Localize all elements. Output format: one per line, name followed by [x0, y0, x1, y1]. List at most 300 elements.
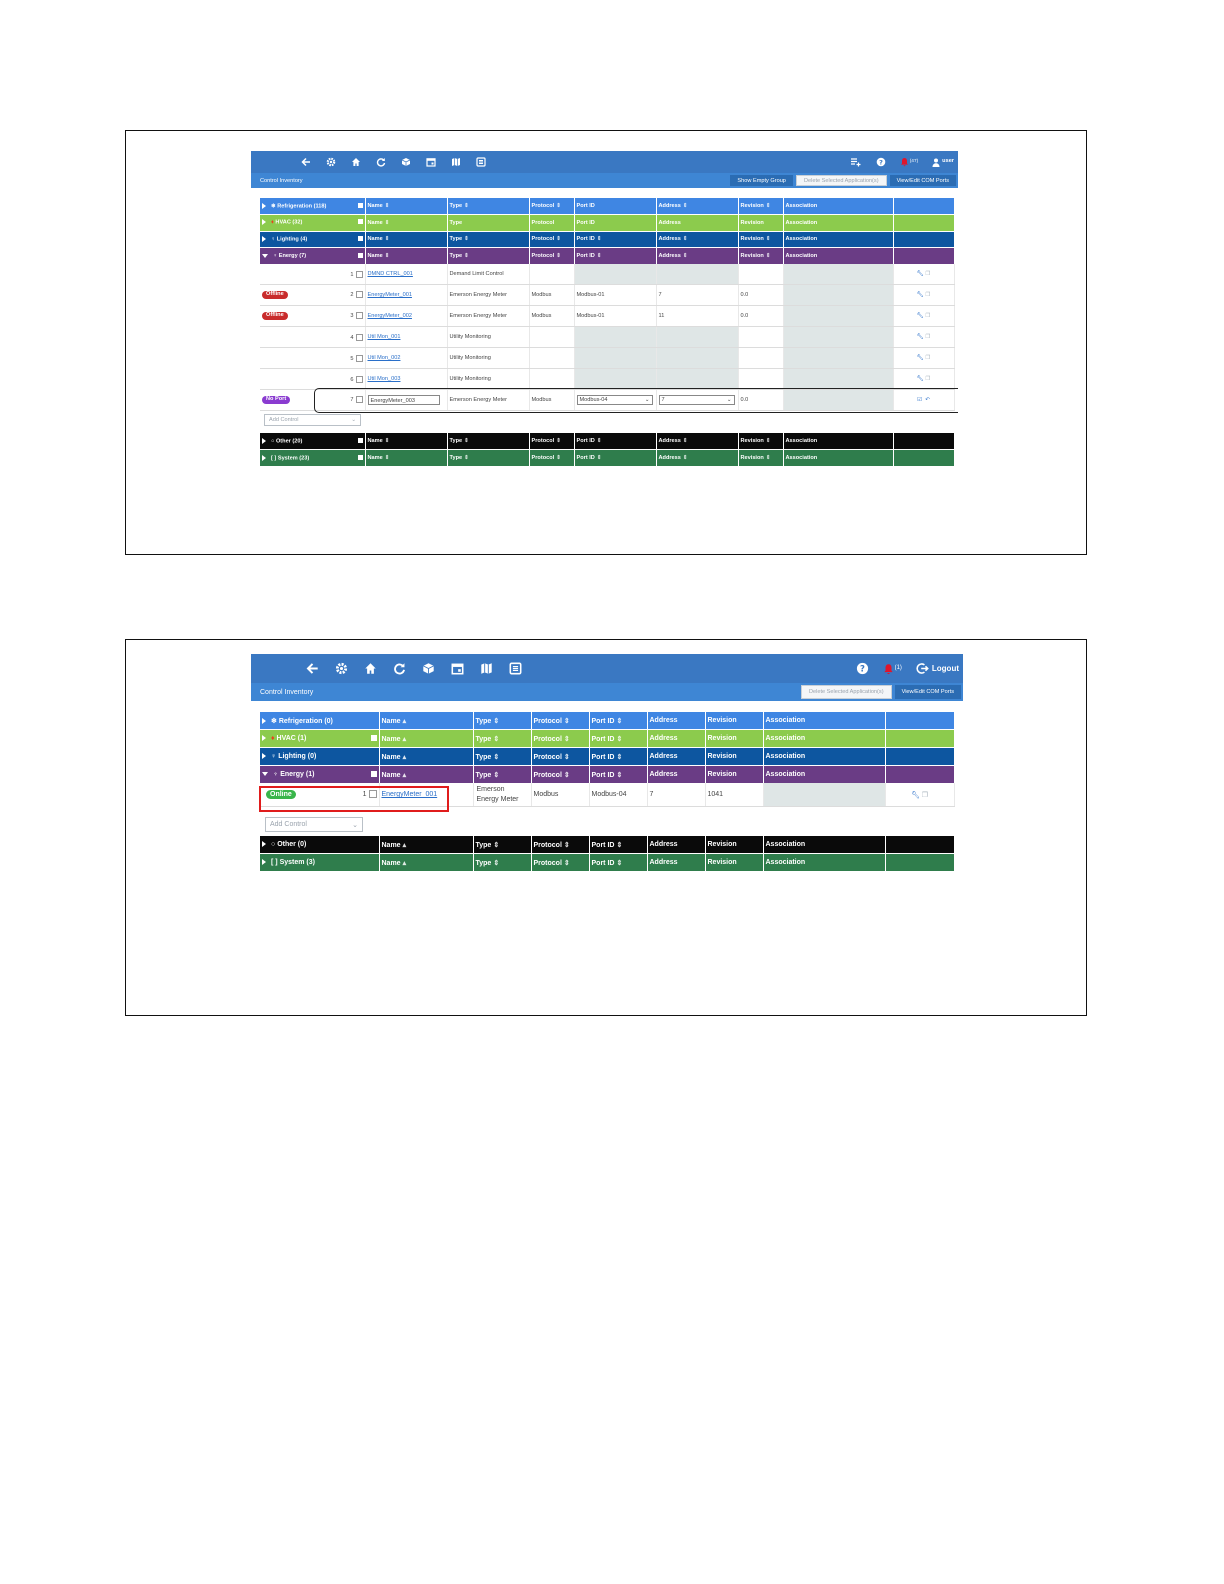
column-header-association: Association [763, 854, 885, 871]
column-header-actions [885, 712, 954, 729]
expand-caret-icon[interactable] [262, 438, 266, 444]
inventory-table [260, 712, 955, 871]
row-number: 4 [350, 334, 354, 341]
control-revision [738, 369, 783, 390]
control-name-link[interactable]: Util Mon_001 [367, 334, 401, 341]
control-port [574, 264, 656, 285]
column-header-actions [893, 198, 954, 214]
refresh-icon[interactable] [393, 662, 406, 675]
control-protocol: Modbus [529, 390, 574, 411]
sort-icon[interactable]: ⇕ [596, 236, 602, 243]
column-header-port-id[interactable]: Port ID ⇕ [574, 450, 656, 466]
copy-icon[interactable]: ❐ [921, 791, 929, 799]
column-header-revision[interactable]: Revision ⇕ [738, 198, 783, 214]
sort-icon[interactable]: ⇕ [384, 236, 390, 243]
control-address [656, 369, 738, 390]
address-select[interactable]: 7 ⌄ [659, 395, 735, 405]
flame-icon: ♦ [271, 219, 276, 226]
sort-icon[interactable]: ⇕ [563, 859, 570, 867]
sort-icon[interactable]: ⇕ [556, 438, 561, 445]
select-all-checkbox[interactable] [358, 219, 363, 224]
expand-caret-icon[interactable] [262, 455, 266, 461]
sort-icon[interactable]: ⇕ [616, 841, 623, 849]
column-header-association: Association [783, 450, 893, 466]
alarm-bell-icon[interactable] [900, 157, 918, 167]
column-header-name[interactable]: Name ▴ [379, 730, 473, 747]
control-revision: 0.0 [738, 390, 783, 411]
sort-icon[interactable]: ⇕ [563, 771, 570, 779]
column-header-protocol[interactable]: Protocol ⇕ [531, 748, 589, 765]
lightbulb-icon: ♀ [271, 753, 279, 760]
column-header-revision[interactable]: Revision [738, 215, 783, 231]
column-header-address[interactable]: Address [647, 730, 705, 747]
column-header-type[interactable]: Type ⇕ [473, 766, 531, 783]
column-header-name[interactable]: Name ⇕ [365, 433, 447, 449]
lightbulb-icon: ♀ [271, 236, 277, 243]
column-header-name[interactable]: Name ▴ [379, 748, 473, 765]
group-row-lighting[interactable] [260, 232, 954, 248]
sort-icon[interactable]: ⇕ [682, 454, 688, 461]
column-header-type[interactable]: Type ⇕ [473, 748, 531, 765]
column-header-type[interactable]: Type ⇕ [473, 836, 531, 853]
column-header-actions [885, 748, 954, 765]
sort-icon[interactable]: ⇕ [384, 454, 390, 461]
sort-icon[interactable]: ⇕ [765, 253, 771, 260]
sort-icon[interactable]: ⇕ [616, 735, 623, 743]
sort-icon[interactable]: ⇕ [563, 753, 570, 761]
select-all-checkbox[interactable] [358, 438, 363, 443]
page-title: Control Inventory [260, 177, 303, 184]
control-association [783, 390, 893, 411]
show-empty-group-button[interactable]: Show Empty Group [730, 175, 793, 186]
control-port [574, 369, 656, 390]
column-header-name[interactable]: Name ⇕ [365, 248, 447, 264]
group-row-other[interactable] [260, 836, 954, 853]
sort-icon[interactable]: ⇕ [765, 202, 771, 209]
sort-icon[interactable]: ⇕ [563, 717, 570, 725]
column-header-protocol[interactable]: Protocol ⇕ [531, 766, 589, 783]
column-header-address[interactable]: Address [647, 766, 705, 783]
sort-icon[interactable]: ⇕ [563, 735, 570, 743]
sort-up-icon[interactable]: ▴ [402, 841, 407, 849]
sort-icon[interactable]: ⇕ [493, 859, 500, 867]
sort-icon[interactable]: ⇕ [384, 219, 390, 226]
control-name-link[interactable]: Util Mon_003 [367, 376, 401, 383]
column-header-revision[interactable]: Revision [705, 836, 763, 853]
group-row-lighting[interactable] [260, 748, 954, 765]
sort-icon[interactable]: ⇕ [616, 859, 623, 867]
other-icon: ○ [271, 438, 276, 445]
control-type: Emerson Energy Meter [447, 306, 529, 327]
column-header-revision[interactable]: Revision [705, 854, 763, 871]
expand-caret-icon[interactable] [262, 236, 266, 242]
sort-icon[interactable]: ⇕ [493, 753, 500, 761]
group-row-other[interactable] [260, 433, 954, 449]
expand-caret-icon[interactable] [262, 753, 266, 759]
map-icon[interactable] [480, 662, 493, 675]
table-row [260, 285, 954, 306]
group-label: HVAC (32) [275, 219, 303, 226]
column-header-protocol[interactable]: Protocol ⇕ [529, 450, 574, 466]
report-icon[interactable] [476, 157, 486, 167]
snowflake-icon: ❄ [271, 717, 279, 725]
control-name-input[interactable]: EnergyMeter_003 [368, 395, 440, 405]
column-header-revision[interactable]: Revision ⇕ [738, 433, 783, 449]
view-com-ports-button[interactable]: View/Edit COM Ports [890, 175, 956, 186]
refresh-icon[interactable] [376, 157, 386, 167]
row-checkbox[interactable] [356, 312, 363, 319]
group-label: HVAC (1) [276, 735, 307, 742]
column-header-name[interactable]: Name ⇕ [365, 198, 447, 214]
control-association [783, 348, 893, 369]
column-header-protocol[interactable]: Protocol ⇕ [531, 712, 589, 729]
delete-selected-button[interactable]: Delete Selected Application(s) [801, 685, 892, 699]
table-row-editing [260, 390, 954, 411]
sort-icon[interactable]: ⇕ [556, 236, 561, 243]
control-address [656, 327, 738, 348]
column-header-port-id[interactable]: Port ID [574, 215, 656, 231]
row-checkbox[interactable] [356, 376, 363, 383]
column-header-revision[interactable]: Revision [705, 766, 763, 783]
column-header-port-id[interactable]: Port ID ⇕ [589, 712, 647, 729]
save-check-icon[interactable]: ☑ [917, 397, 923, 404]
svg-text:?: ? [859, 663, 865, 674]
sort-up-icon[interactable]: ▴ [402, 771, 407, 779]
column-header-address[interactable]: Address [647, 748, 705, 765]
group-row-energy[interactable] [260, 766, 954, 783]
column-header-address[interactable]: Address [647, 854, 705, 871]
column-header-name[interactable]: Name ⇕ [365, 232, 447, 248]
sort-icon[interactable]: ⇕ [765, 454, 771, 461]
column-header-association: Association [763, 730, 885, 747]
copy-icon[interactable]: ❐ [925, 292, 931, 299]
logout-button[interactable] [916, 662, 959, 675]
port-select[interactable]: Modbus-04 ⌄ [577, 395, 653, 405]
help-icon[interactable] [876, 157, 886, 167]
wrench-icon[interactable]: 🔧︎ [916, 334, 924, 341]
expand-caret-icon[interactable] [262, 219, 266, 225]
column-header-actions [893, 215, 954, 231]
expand-caret-icon[interactable] [262, 203, 266, 209]
row-checkbox[interactable] [356, 355, 363, 362]
column-header-actions [893, 450, 954, 466]
group-row-hvac[interactable] [260, 215, 954, 231]
sort-icon[interactable]: ⇕ [464, 253, 469, 260]
column-header-address[interactable]: Address ⇕ [656, 450, 738, 466]
row-checkbox[interactable] [356, 396, 363, 403]
column-header-address[interactable]: Address [647, 712, 705, 729]
sort-icon[interactable]: ⇕ [493, 717, 500, 725]
column-header-name[interactable]: Name ⇕ [365, 215, 447, 231]
column-header-type[interactable]: Type ⇕ [473, 730, 531, 747]
sort-up-icon[interactable]: ▴ [402, 735, 407, 743]
expand-caret-icon[interactable] [262, 718, 266, 724]
row-checkbox[interactable] [356, 334, 363, 341]
sort-icon[interactable]: ⇕ [563, 841, 570, 849]
column-header-actions [885, 730, 954, 747]
sort-icon[interactable]: ⇕ [616, 753, 623, 761]
column-header-type[interactable]: Type [447, 215, 529, 231]
column-header-address[interactable]: Address ⇕ [656, 232, 738, 248]
column-header-protocol[interactable]: Protocol ⇕ [529, 248, 574, 264]
group-label: Other (20) [275, 438, 303, 445]
user-label: user [942, 158, 954, 165]
control-name-link[interactable]: EnergyMeter_002 [367, 313, 412, 320]
wrench-icon[interactable]: 🔧︎ [916, 376, 924, 383]
column-header-port-id[interactable]: Port ID ⇕ [574, 433, 656, 449]
column-header-type[interactable]: Type ⇕ [447, 450, 529, 466]
column-header-type[interactable]: Type ⇕ [473, 854, 531, 871]
select-all-checkbox[interactable] [358, 253, 363, 258]
control-name-link[interactable]: Util Mon_002 [367, 355, 401, 362]
column-header-address[interactable]: Address ⇕ [656, 198, 738, 214]
inventory-table [260, 198, 955, 466]
collapse-caret-icon[interactable] [262, 254, 268, 258]
group-label: Refrigeration (0) [278, 717, 333, 725]
gear-icon[interactable] [326, 157, 336, 167]
control-inventory-screen-2 [251, 654, 963, 884]
column-header-port-id[interactable]: Port ID ⇕ [589, 748, 647, 765]
status-badge: Offline [262, 291, 288, 299]
view-com-ports-button[interactable]: View/Edit COM Ports [895, 685, 961, 699]
column-header-protocol[interactable]: Protocol ⇕ [531, 836, 589, 853]
column-header-revision[interactable]: Revision ⇕ [738, 232, 783, 248]
column-header-actions [893, 433, 954, 449]
row-checkbox[interactable] [356, 271, 363, 278]
group-label: Energy (7) [278, 253, 307, 260]
screenshot-frame-2 [125, 639, 1087, 1016]
notification-count: (47) [909, 158, 919, 164]
sort-icon[interactable]: ⇕ [464, 454, 469, 461]
control-address: 7 [647, 783, 705, 807]
column-header-port-id[interactable]: Port ID ⇕ [589, 730, 647, 747]
control-revision [738, 348, 783, 369]
column-header-address[interactable]: Address ⇕ [656, 248, 738, 264]
group-row-hvac[interactable] [260, 730, 954, 747]
sort-icon[interactable]: ⇕ [464, 202, 469, 209]
column-header-protocol[interactable]: Protocol ⇕ [531, 730, 589, 747]
sort-icon[interactable]: ⇕ [384, 202, 390, 209]
sort-icon[interactable]: ⇕ [765, 438, 771, 445]
copy-icon[interactable]: ❐ [925, 334, 931, 341]
column-header-name[interactable]: Name ▴ [379, 854, 473, 871]
column-header-revision[interactable]: Revision [705, 712, 763, 729]
column-header-type[interactable]: Type ⇕ [473, 712, 531, 729]
column-header-name[interactable]: Name ▴ [379, 712, 473, 729]
column-header-protocol[interactable]: Protocol ⇕ [529, 232, 574, 248]
sort-icon[interactable]: ⇕ [596, 438, 602, 445]
column-header-name[interactable]: Name ▴ [379, 836, 473, 853]
user-menu[interactable] [932, 158, 954, 167]
wrench-icon[interactable]: 🔧︎ [910, 791, 920, 799]
add-control-dropdown[interactable]: Add Control ⌄ [264, 414, 361, 426]
sort-icon[interactable]: ⇕ [556, 253, 561, 260]
group-label: System (23) [277, 455, 310, 462]
logout-label: Logout [931, 663, 959, 673]
copy-icon[interactable]: ❐ [925, 271, 931, 278]
column-header-association: Association [763, 766, 885, 783]
column-header-protocol[interactable]: Protocol ⇕ [529, 433, 574, 449]
title-bar [251, 173, 958, 188]
control-port: Modbus-04 [589, 783, 647, 807]
select-all-checkbox[interactable] [358, 203, 363, 208]
control-address: 7 [656, 285, 738, 306]
sort-icon[interactable]: ⇕ [464, 236, 469, 243]
sort-icon[interactable]: ⇕ [493, 841, 500, 849]
add-list-icon[interactable] [850, 157, 862, 167]
group-label: Other (0) [277, 841, 307, 848]
column-header-port-id[interactable]: Port ID [574, 198, 656, 214]
control-protocol [529, 348, 574, 369]
row-checkbox[interactable] [369, 790, 377, 798]
column-header-type[interactable]: Type ⇕ [447, 232, 529, 248]
title-bar [251, 683, 963, 701]
sort-icon[interactable]: ⇕ [493, 771, 500, 779]
column-header-actions [885, 854, 954, 871]
column-header-type[interactable]: Type ⇕ [447, 433, 529, 449]
sort-up-icon[interactable]: ▴ [402, 859, 407, 867]
wrench-icon[interactable]: 🔧︎ [916, 313, 924, 320]
column-header-name[interactable]: Name ▴ [379, 766, 473, 783]
select-all-checkbox[interactable] [371, 771, 377, 777]
control-association [783, 369, 893, 390]
row-checkbox[interactable] [356, 291, 363, 298]
sort-icon[interactable]: ⇕ [682, 438, 688, 445]
control-name-link[interactable]: DMND CTRL_001 [367, 271, 413, 278]
row-number: 1 [362, 790, 367, 798]
map-icon[interactable] [451, 157, 461, 167]
sort-icon[interactable]: ⇕ [682, 236, 688, 243]
row-number: 6 [350, 376, 354, 383]
alarm-bell-icon[interactable] [883, 663, 902, 675]
wrench-icon[interactable]: 🔧︎ [916, 292, 924, 299]
control-protocol [529, 369, 574, 390]
report-icon[interactable] [509, 662, 522, 675]
control-address: 11 [656, 306, 738, 327]
control-revision: 1041 [705, 783, 763, 807]
help-icon[interactable] [856, 662, 869, 675]
column-header-revision[interactable]: Revision [705, 748, 763, 765]
group-row-refrigeration[interactable] [260, 712, 954, 729]
control-port [574, 348, 656, 369]
group-row-system[interactable] [260, 854, 954, 871]
column-header-protocol[interactable]: Protocol [529, 215, 574, 231]
sort-icon[interactable]: ⇕ [384, 438, 390, 445]
copy-icon[interactable]: ❐ [925, 313, 931, 320]
collapse-caret-icon[interactable] [262, 772, 268, 776]
sort-icon[interactable]: ⇕ [384, 253, 390, 260]
control-protocol [529, 264, 574, 285]
home-icon[interactable] [364, 662, 377, 675]
column-header-protocol[interactable]: Protocol ⇕ [529, 198, 574, 214]
select-all-checkbox[interactable] [371, 735, 377, 741]
expand-caret-icon[interactable] [262, 859, 266, 865]
energy-plug-icon: ♆ [273, 253, 279, 260]
column-header-protocol[interactable]: Protocol ⇕ [531, 854, 589, 871]
group-label: System (3) [279, 859, 315, 866]
group-row-system[interactable] [260, 450, 954, 466]
undo-icon[interactable]: ↶ [925, 397, 930, 404]
control-revision: 0.0 [738, 285, 783, 306]
select-all-checkbox[interactable] [358, 236, 363, 241]
calendar-icon[interactable] [426, 157, 436, 167]
group-label: Refrigeration (118) [277, 203, 327, 210]
cube-icon[interactable] [401, 157, 411, 167]
column-header-association: Association [783, 433, 893, 449]
sort-icon[interactable]: ⇕ [596, 253, 602, 260]
sort-icon[interactable]: ⇕ [616, 771, 623, 779]
copy-icon[interactable]: ❐ [925, 376, 931, 383]
sort-icon[interactable]: ⇕ [616, 717, 623, 725]
sort-up-icon[interactable]: ▴ [402, 753, 407, 761]
column-header-actions [885, 766, 954, 783]
column-header-port-id[interactable]: Port ID ⇕ [589, 836, 647, 853]
column-header-port-id[interactable]: Port ID ⇕ [574, 248, 656, 264]
gear-icon[interactable] [335, 662, 348, 675]
copy-icon[interactable]: ❐ [925, 355, 931, 362]
sort-icon[interactable]: ⇕ [682, 202, 688, 209]
sort-up-icon[interactable]: ▴ [402, 717, 407, 725]
back-arrow-icon[interactable] [306, 662, 319, 675]
calendar-icon[interactable] [451, 662, 464, 675]
control-protocol [529, 327, 574, 348]
column-header-port-id[interactable]: Port ID ⇕ [589, 854, 647, 871]
column-header-port-id[interactable]: Port ID ⇕ [589, 766, 647, 783]
column-header-address[interactable]: Address [656, 215, 738, 231]
sort-icon[interactable]: ⇕ [493, 735, 500, 743]
chevron-down-icon: ⌄ [352, 821, 358, 829]
status-badge: Offline [262, 312, 288, 320]
column-header-type[interactable]: Type ⇕ [447, 198, 529, 214]
table-row [260, 264, 954, 285]
column-header-address[interactable]: Address [647, 836, 705, 853]
expand-caret-icon[interactable] [262, 735, 266, 741]
column-header-port-id[interactable]: Port ID ⇕ [574, 232, 656, 248]
group-row-energy[interactable] [260, 248, 954, 264]
control-revision: 0.0 [738, 306, 783, 327]
column-header-revision[interactable]: Revision ⇕ [738, 248, 783, 264]
column-header-address[interactable]: Address ⇕ [656, 433, 738, 449]
column-header-revision[interactable]: Revision [705, 730, 763, 747]
column-header-name[interactable]: Name ⇕ [365, 450, 447, 466]
column-header-revision[interactable]: Revision ⇕ [738, 450, 783, 466]
control-association [783, 306, 893, 327]
wrench-icon[interactable]: 🔧︎ [916, 271, 924, 278]
sort-icon[interactable]: ⇕ [682, 253, 688, 260]
select-all-checkbox[interactable] [358, 455, 363, 460]
wrench-icon[interactable]: 🔧︎ [916, 355, 924, 362]
back-arrow-icon[interactable] [301, 157, 311, 167]
sort-icon[interactable]: ⇕ [556, 202, 561, 209]
control-port: Modbus-01 [574, 306, 656, 327]
expand-caret-icon[interactable] [262, 841, 266, 847]
add-control-dropdown[interactable]: Add Control ⌄ [265, 817, 363, 832]
home-icon[interactable] [351, 157, 361, 167]
group-row-refrigeration[interactable] [260, 198, 954, 214]
control-name-link[interactable]: EnergyMeter_001 [381, 791, 438, 798]
table-row [260, 783, 954, 807]
delete-selected-button[interactable]: Delete Selected Application(s) [796, 175, 887, 186]
sort-icon[interactable]: ⇕ [464, 438, 469, 445]
sort-icon[interactable]: ⇕ [556, 454, 561, 461]
column-header-type[interactable]: Type ⇕ [447, 248, 529, 264]
cube-icon[interactable] [422, 662, 435, 675]
control-name-link[interactable]: EnergyMeter_001 [367, 292, 412, 299]
control-revision [738, 327, 783, 348]
column-header-association: Association [763, 748, 885, 765]
sort-icon[interactable]: ⇕ [765, 236, 771, 243]
sort-icon[interactable]: ⇕ [596, 454, 602, 461]
